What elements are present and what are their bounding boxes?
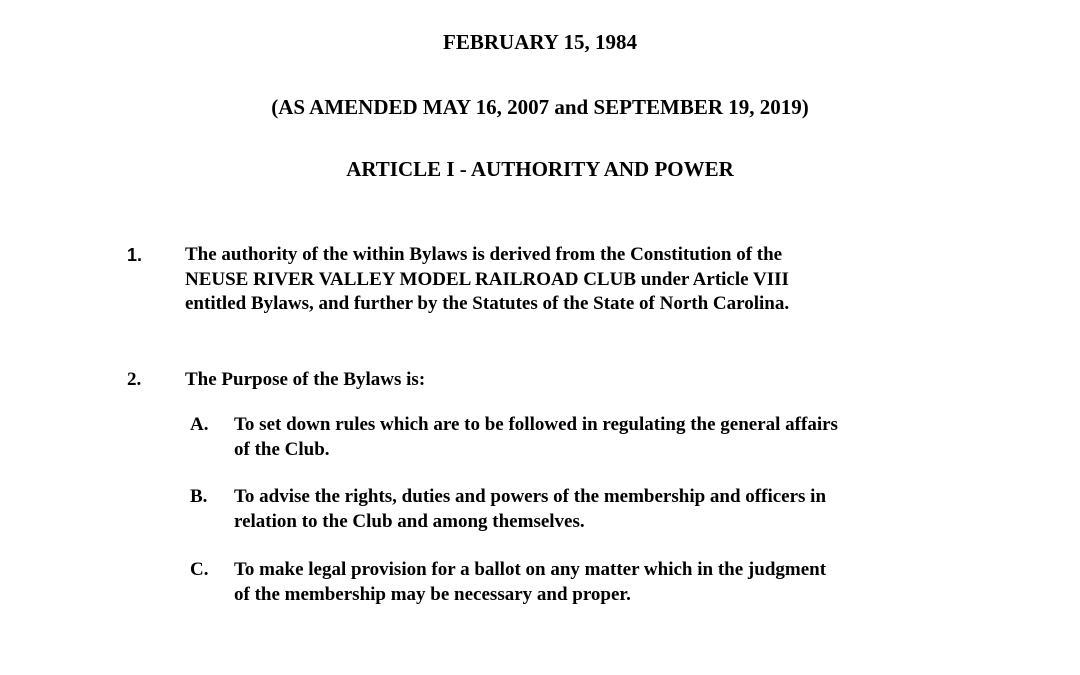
subitem-letter: B.	[190, 486, 208, 507]
item-1-text	[185, 243, 789, 317]
item-number: 1.	[127, 245, 143, 265]
item-2-text	[185, 368, 425, 393]
text-line: entitled Bylaws, and further by the Statutes of the State of North Carolina.	[185, 293, 790, 314]
subitem-b-text	[234, 485, 826, 534]
subitem-letter: C.	[190, 559, 209, 580]
amended-heading: (AS AMENDED MAY 16, 2007 and SEPTEMBER 19, 2019)	[271, 95, 809, 119]
subitem-letter: A.	[190, 414, 209, 435]
date-heading: FEBRUARY 15, 1984	[443, 30, 637, 54]
item-number: 2.	[127, 369, 142, 390]
text-line: NEUSE RIVER VALLEY MODEL RAILROAD CLUB under Article VIII	[185, 268, 789, 290]
text-line: To advise the rights, duties and powers of the membership and officers in	[234, 486, 827, 507]
text-line: of the Club.	[234, 438, 330, 460]
subitem-a-text	[234, 413, 838, 462]
text-line: To set down rules which are to be followed in regulating the general affairs	[234, 414, 838, 435]
text-line: The authority of the within Bylaws is derived from the Constitution of the	[185, 244, 783, 265]
text-line: The Purpose of the Bylaws is:	[185, 369, 426, 390]
text-line: relation to the Club and among themselves.	[234, 510, 585, 532]
text-line: of the membership may be necessary and proper.	[234, 583, 631, 605]
article-heading: ARTICLE I - AUTHORITY AND POWER	[346, 157, 734, 181]
text-line: To make legal provision for a ballot on any matter which in the judgment	[234, 559, 827, 580]
subitem-c-text	[234, 558, 826, 607]
